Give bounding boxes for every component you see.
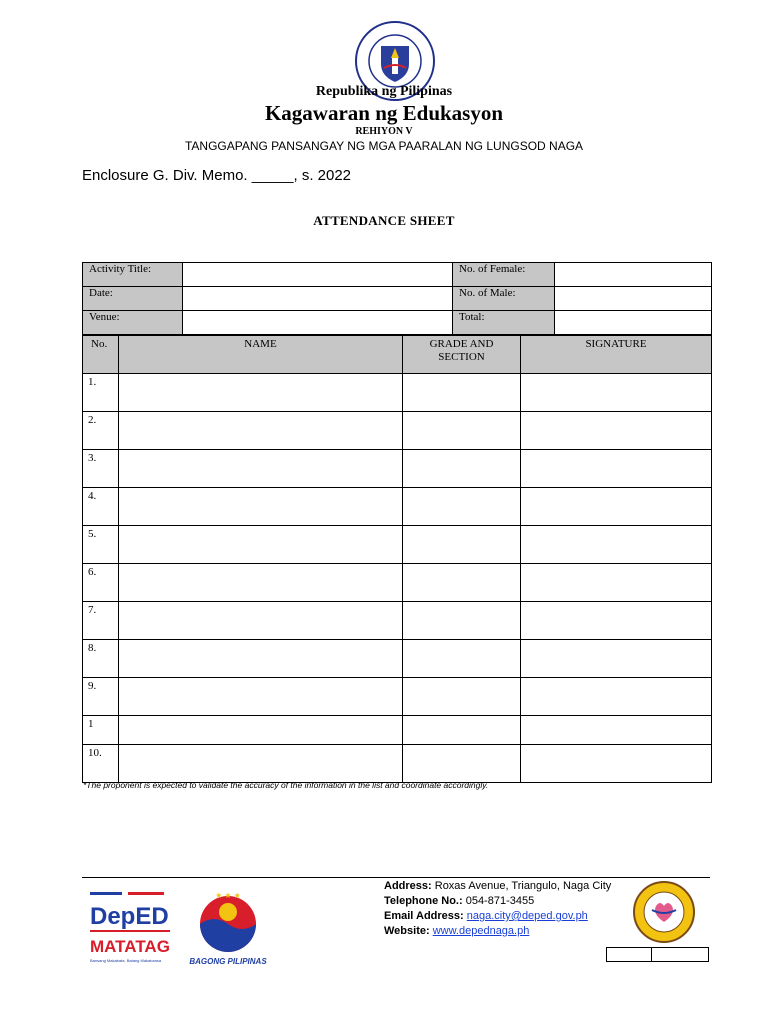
svg-text:DepED: DepED <box>90 903 169 930</box>
date-field[interactable] <box>183 287 453 311</box>
row-number: 5. <box>83 526 119 564</box>
table-row <box>83 564 712 602</box>
grade-section-cell[interactable] <box>403 412 521 450</box>
table-row <box>83 450 712 488</box>
name-column-header: NAME <box>119 336 403 374</box>
activity-info-table <box>82 262 712 335</box>
signature-cell[interactable] <box>521 374 712 412</box>
no-of-female-label: No. of Female: <box>453 263 555 287</box>
email-line: Email Address: naga.city@deped.gov.ph <box>384 910 588 922</box>
region-heading: REHIYON V <box>355 126 413 137</box>
row-number: 10. <box>83 745 119 783</box>
no-of-female-field[interactable] <box>555 263 712 287</box>
svg-text:BAGONG PILIPINAS: BAGONG PILIPINAS <box>189 957 267 966</box>
grade-section-column-header: GRADE AND SECTION <box>403 336 521 374</box>
office-heading: TANGGAPANG PANSANGAY NG MGA PAARALAN NG LUNGSOD NAGA <box>184 139 584 153</box>
venue-label: Venue: <box>83 311 183 335</box>
attendance-table <box>82 335 712 783</box>
signature-cell[interactable] <box>521 450 712 488</box>
svg-text:Bansang Makabata, Batang Makab: Bansang Makabata, Batang Makabansa <box>90 958 162 963</box>
row-number: 3. <box>83 450 119 488</box>
name-cell[interactable] <box>119 640 403 678</box>
deped-matatag-logo <box>88 890 178 965</box>
grade-section-cell[interactable] <box>403 716 521 745</box>
document-code-box-divider <box>651 947 652 962</box>
svg-text:MATATAG: MATATAG <box>90 937 170 956</box>
sdo-naga-seal-logo <box>628 880 700 944</box>
row-number: 7. <box>83 602 119 640</box>
signature-cell[interactable] <box>521 640 712 678</box>
activity-title-field[interactable] <box>183 263 453 287</box>
row-number: 6. <box>83 564 119 602</box>
grade-section-cell[interactable] <box>403 488 521 526</box>
table-row <box>83 716 712 745</box>
table-row <box>83 488 712 526</box>
grade-section-cell[interactable] <box>403 374 521 412</box>
signature-cell[interactable] <box>521 716 712 745</box>
grade-section-cell[interactable] <box>403 526 521 564</box>
svg-text:★ ★ ★: ★ ★ ★ <box>215 891 241 900</box>
grade-section-cell[interactable] <box>403 678 521 716</box>
address-line: Address: Roxas Avenue, Triangulo, Naga City <box>384 880 612 892</box>
signature-cell[interactable] <box>521 488 712 526</box>
row-number: 8. <box>83 640 119 678</box>
name-cell[interactable] <box>119 488 403 526</box>
grade-section-cell[interactable] <box>403 450 521 488</box>
bagong-pilipinas-logo <box>186 888 270 968</box>
enclosure-line: Enclosure G. Div. Memo. _____, s. 2022 <box>82 167 352 184</box>
name-cell[interactable] <box>119 526 403 564</box>
date-label: Date: <box>83 287 183 311</box>
table-row <box>83 602 712 640</box>
signature-cell[interactable] <box>521 678 712 716</box>
total-field[interactable] <box>555 311 712 335</box>
table-row <box>83 678 712 716</box>
name-cell[interactable] <box>119 602 403 640</box>
row-number: 1 <box>83 716 119 745</box>
activity-title-label: Activity Title: <box>83 263 183 287</box>
department-heading: Kagawaran ng Edukasyon <box>264 101 504 125</box>
row-number: 4. <box>83 488 119 526</box>
document-code-box <box>606 947 709 962</box>
total-label: Total: <box>453 311 555 335</box>
republic-heading: Republika ng Pilipinas <box>315 84 453 99</box>
grade-section-cell[interactable] <box>403 640 521 678</box>
signature-cell[interactable] <box>521 602 712 640</box>
footer-divider <box>82 877 710 878</box>
name-cell[interactable] <box>119 374 403 412</box>
venue-field[interactable] <box>183 311 453 335</box>
table-row <box>83 412 712 450</box>
row-number: 2. <box>83 412 119 450</box>
table-row <box>83 374 712 412</box>
name-cell[interactable] <box>119 564 403 602</box>
row-number: 9. <box>83 678 119 716</box>
no-of-male-field[interactable] <box>555 287 712 311</box>
table-row <box>83 745 712 783</box>
name-cell[interactable] <box>119 745 403 783</box>
grade-section-cell[interactable] <box>403 564 521 602</box>
name-cell[interactable] <box>119 450 403 488</box>
no-of-male-label: No. of Male: <box>453 287 555 311</box>
name-cell[interactable] <box>119 678 403 716</box>
telephone-line: Telephone No.: 054-871-3455 <box>384 895 535 907</box>
validation-note: *The proponent is expected to validate the accuracy of the information in the list and coordinate accordingly. <box>83 780 489 790</box>
signature-cell[interactable] <box>521 745 712 783</box>
row-number: 1. <box>83 374 119 412</box>
website-link[interactable]: www.depednaga.ph <box>432 925 530 937</box>
name-cell[interactable] <box>119 412 403 450</box>
grade-section-cell[interactable] <box>403 745 521 783</box>
name-cell[interactable] <box>119 716 403 745</box>
table-row <box>83 640 712 678</box>
table-row <box>83 526 712 564</box>
grade-section-cell[interactable] <box>403 602 521 640</box>
signature-column-header: SIGNATURE <box>521 336 712 374</box>
signature-cell[interactable] <box>521 564 712 602</box>
website-line: Website: www.depednaga.ph <box>384 925 530 937</box>
signature-cell[interactable] <box>521 412 712 450</box>
email-link[interactable]: naga.city@deped.gov.ph <box>466 910 588 922</box>
no-column-header: No. <box>83 336 119 374</box>
attendance-sheet-title: ATTENDANCE SHEET <box>313 213 455 228</box>
signature-cell[interactable] <box>521 526 712 564</box>
